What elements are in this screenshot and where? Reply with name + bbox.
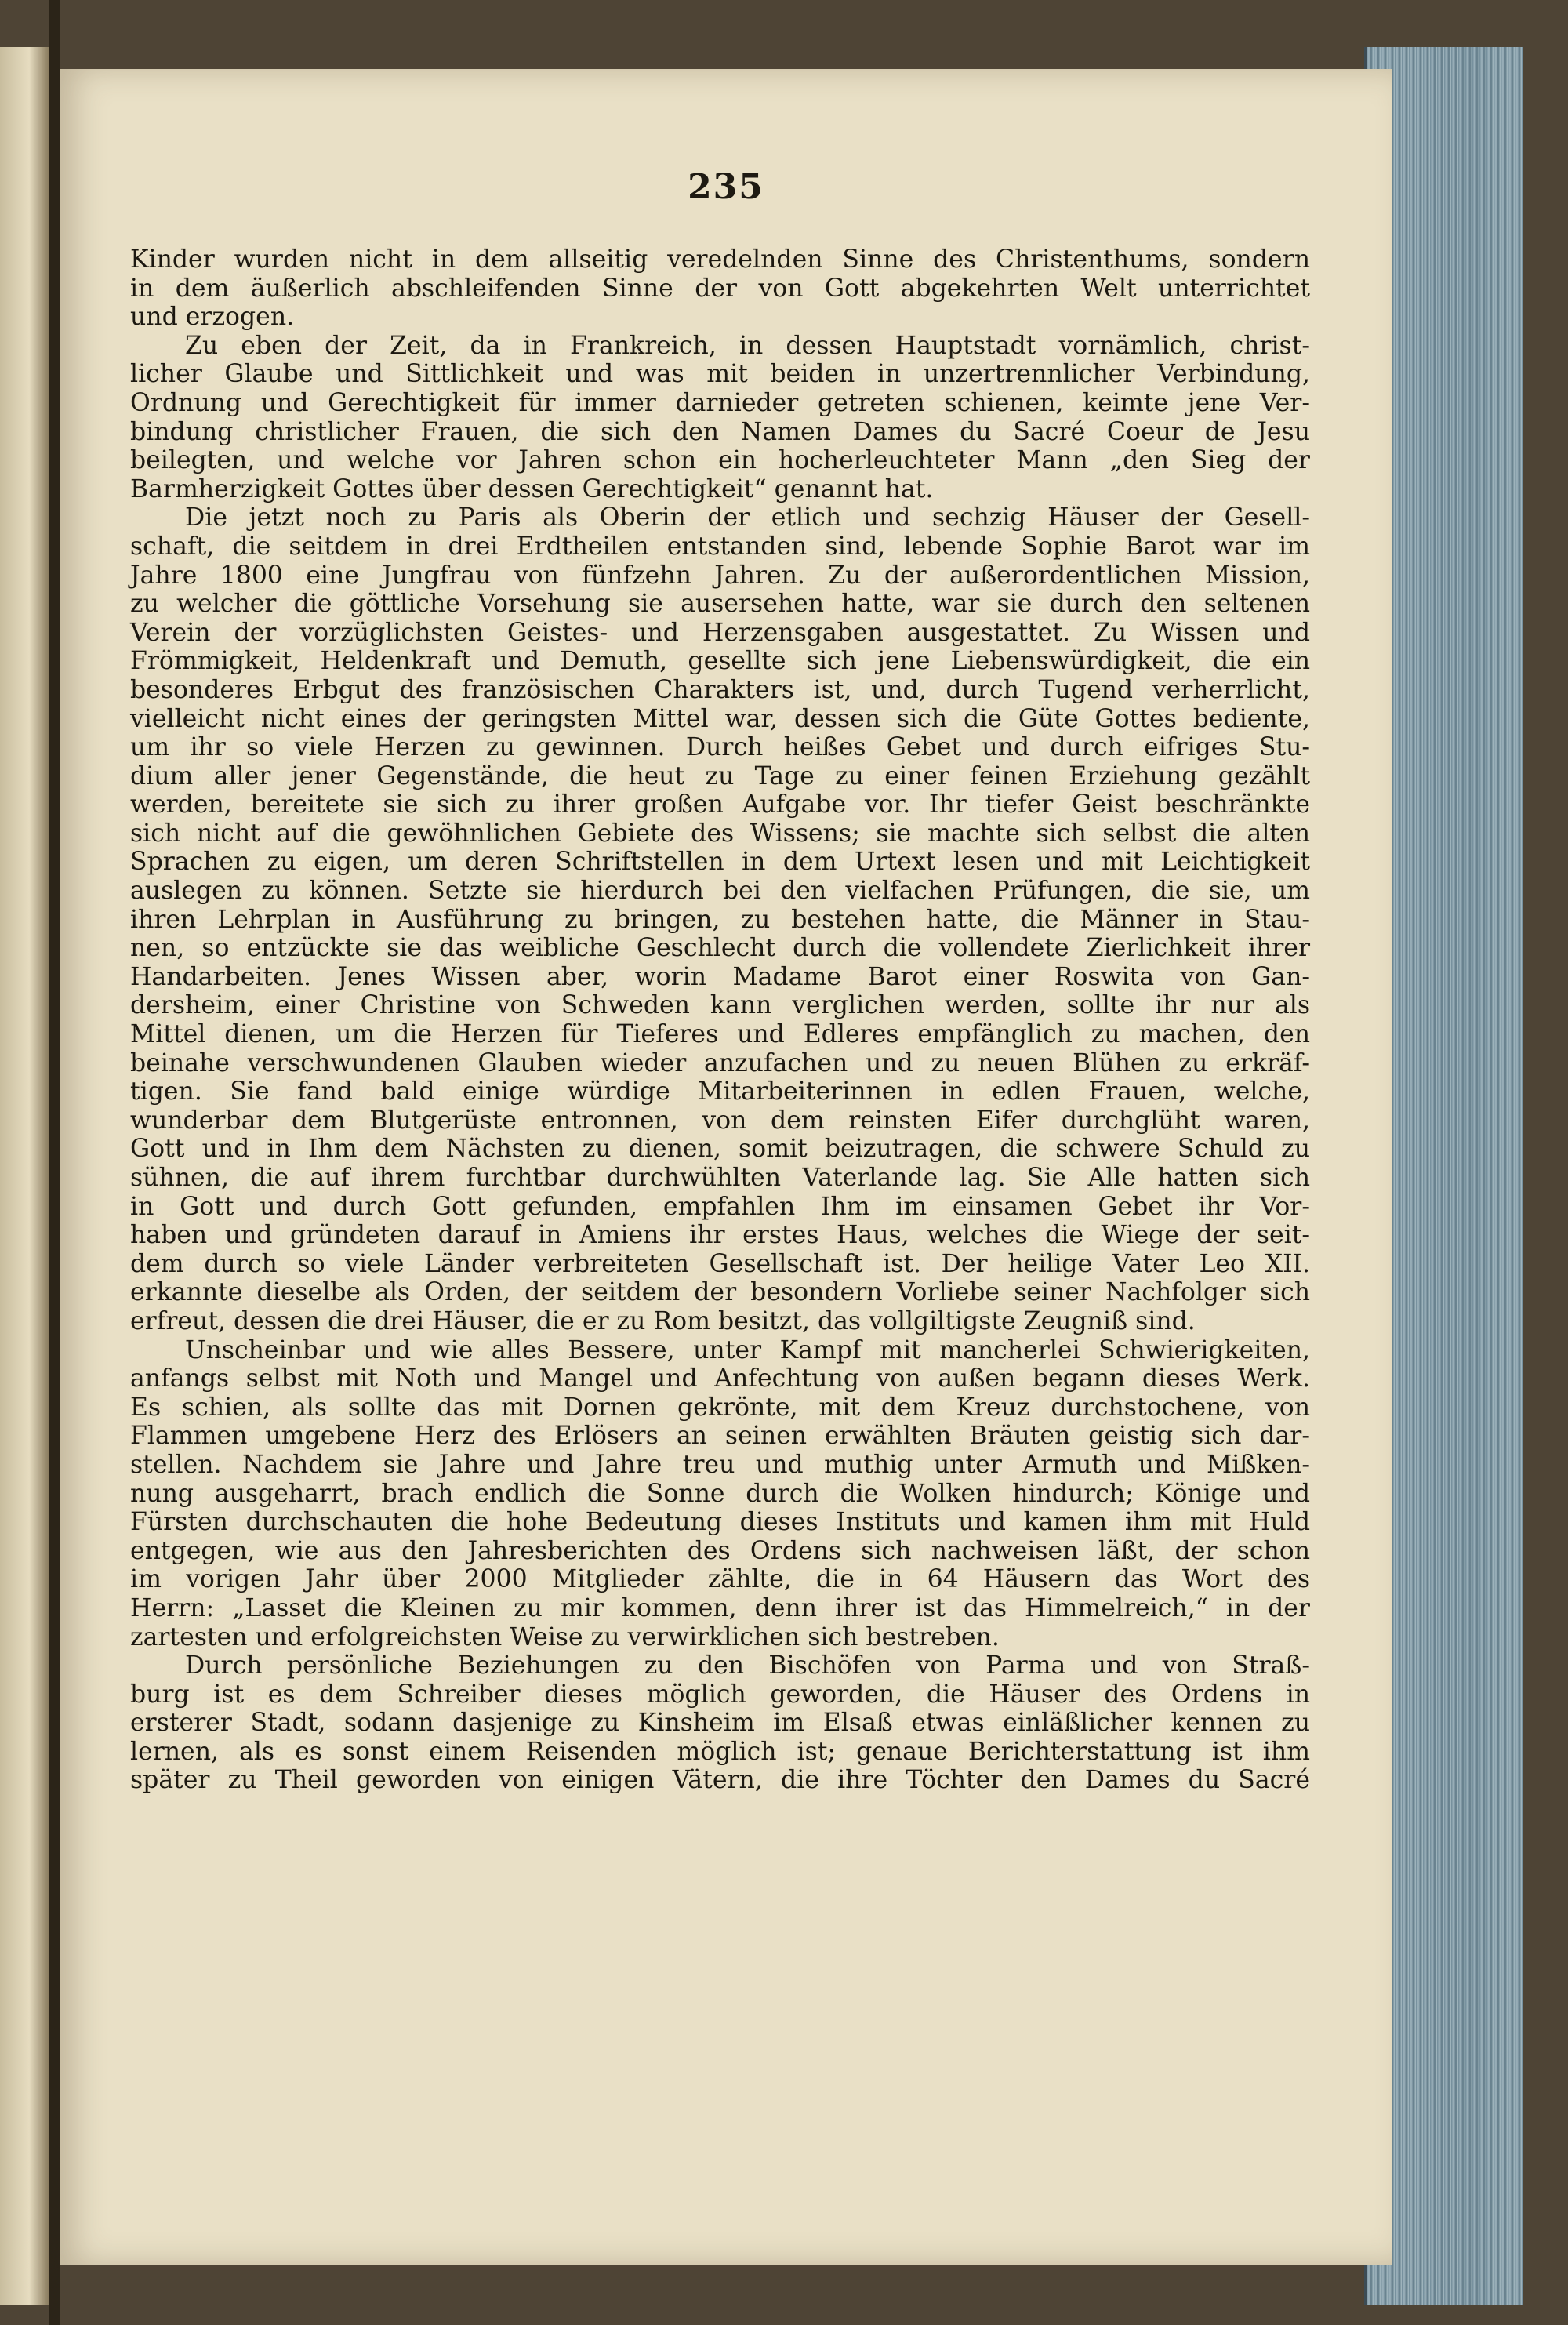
text-line: Frömmigkeit, Heldenkraft und Demuth, gesellte sich jene Liebenswürdigkeit, die ein	[130, 647, 1310, 676]
text-line: Ordnung und Gerechtigkeit für immer darnieder getreten schienen, keimte jene Ver-	[130, 388, 1310, 417]
text-line: und erzogen.	[130, 303, 295, 332]
text-line: Flammen umgebene Herz des Erlösers an seinen erwählten Bräuten geistig sich dar-	[130, 1422, 1310, 1451]
text-line: erfreut, dessen die drei Häuser, die er zu Rom besitzt, das vollgiltigste Zeugniß sind.	[130, 1306, 1196, 1335]
text-line: Sprachen zu eigen, um deren Schriftstellen in dem Urtext lesen und mit Leichtigkeit	[130, 848, 1310, 877]
text-line: zu welcher die göttliche Vorsehung sie ausersehen hatte, war sie durch den seltenen	[130, 590, 1310, 619]
text-line: entgegen, wie aus den Jahresberichten des Ordens sich nachweisen läßt, der schon	[130, 1536, 1310, 1565]
text-line: auslegen zu können. Setzte sie hierdurch bei den vielfachen Prüfungen, die sie, um	[130, 877, 1310, 906]
text-line: tigen. Sie fand bald einige würdige Mitarbeiterinnen in edlen Frauen, welche,	[130, 1077, 1310, 1106]
book-page	[60, 69, 1392, 2265]
text-line: sühnen, die auf ihrem furchtbar durchwühlten Vaterlande lag. Sie Alle hatten sich	[130, 1164, 1310, 1192]
text-line: vielleicht nicht eines der geringsten Mittel war, dessen sich die Güte Gottes bediente,	[130, 704, 1310, 733]
book-gutter	[49, 0, 60, 2325]
text-line: werden, bereitete sie sich zu ihrer großen Aufgabe vor. Ihr tiefer Geist beschränkte	[130, 790, 1310, 819]
page-text	[130, 245, 1310, 1795]
text-line: stellen. Nachdem sie Jahre und Jahre treu und muthig unter Armuth und Mißken-	[130, 1450, 1310, 1479]
text-line: in Gott und durch Gott gefunden, empfahlen Ihm im einsamen Gebet ihr Vor-	[130, 1192, 1310, 1221]
text-line: dersheim, einer Christine von Schweden kann verglichen werden, sollte ihr nur als	[130, 991, 1310, 1020]
text-line: Durch persönliche Beziehungen zu den Bischöfen von Parma und von Straß-	[185, 1651, 1310, 1680]
text-line: nung ausgeharrt, brach endlich die Sonne durch die Wolken hindurch; Könige und	[130, 1479, 1310, 1508]
page-number: 235	[688, 167, 764, 207]
text-line: Fürsten durchschauten die hohe Bedeutung dieses Instituts und kamen ihm mit Huld	[130, 1508, 1310, 1537]
text-line: Es schien, als sollte das mit Dornen gekrönte, mit dem Kreuz durchstochene, von	[130, 1393, 1310, 1422]
text-line: Handarbeiten. Jenes Wissen aber, worin Madame Barot einer Roswita von Gan-	[130, 962, 1310, 991]
text-line: Barmherzigkeit Gottes über dessen Gerechtigkeit“ genannt hat.	[130, 474, 934, 503]
text-line: nen, so entzückte sie das weibliche Geschlecht durch die vollendete Zierlichkeit ihrer	[130, 934, 1310, 963]
left-page-edge	[0, 47, 49, 2305]
text-line: Mittel dienen, um die Herzen für Tieferes und Edleres empfänglich zu machen, den	[130, 1020, 1310, 1049]
text-line: dem durch so viele Länder verbreiteten Gesellschaft ist. Der heilige Vater Leo XII.	[130, 1249, 1310, 1278]
text-line: erkannte dieselbe als Orden, der seitdem der besondern Vorliebe seiner Nachfolger sich	[130, 1278, 1310, 1307]
text-line: Gott und in Ihm dem Nächsten zu dienen, somit beizutragen, die schwere Schuld zu	[130, 1135, 1310, 1164]
text-line: Zu eben der Zeit, da in Frankreich, in dessen Hauptstadt vornämlich, christ-	[185, 331, 1310, 360]
text-line: bindung christlicher Frauen, die sich den Namen Dames du Sacré Coeur de Jesu	[130, 417, 1310, 446]
text-line: ihren Lehrplan in Ausführung zu bringen, zu bestehen hatte, die Männer in Stau-	[130, 905, 1310, 934]
text-line: Jahre 1800 eine Jungfrau von fünfzehn Jahren. Zu der außerordentlichen Mission,	[130, 561, 1310, 590]
text-line: Verein der vorzüglichsten Geistes- und Herzensgaben ausgestattet. Zu Wissen und	[130, 618, 1310, 647]
text-line: schaft, die seitdem in drei Erdtheilen entstanden sind, lebende Sophie Barot war im	[130, 532, 1310, 561]
text-line: burg ist es dem Schreiber dieses möglich geworden, die Häuser des Ordens in	[130, 1680, 1310, 1709]
text-line: licher Glaube und Sittlichkeit und was mit beiden in unzertrennlicher Verbindung,	[130, 360, 1310, 389]
text-line: zartesten und erfolgreichsten Weise zu verwirklichen sich bestreben.	[130, 1622, 1000, 1651]
text-line: Herrn: „Lasset die Kleinen zu mir kommen, denn ihrer ist das Himmelreich,“ in der	[130, 1593, 1310, 1622]
text-line: im vorigen Jahr über 2000 Mitglieder zählte, die in 64 Häusern das Wort des	[130, 1565, 1310, 1594]
text-line: beilegten, und welche vor Jahren schon ein hocherleuchteter Mann „den Sieg der	[130, 446, 1310, 475]
text-line: ersterer Stadt, sodann dasjenige zu Kinsheim im Elsaß etwas einläßlicher kennen zu	[130, 1709, 1310, 1738]
text-line: um ihr so viele Herzen zu gewinnen. Durch heißes Gebet und durch eifriges Stu-	[130, 733, 1310, 762]
text-line: beinahe verschwundenen Glauben wieder anzufachen und zu neuen Blühen zu erkräf-	[130, 1048, 1310, 1077]
text-line: sich nicht auf die gewöhnlichen Gebiete des Wissens; sie machte sich selbst die alten	[130, 819, 1310, 848]
text-line: lernen, als es sonst einem Reisenden möglich ist; genaue Berichterstattung ist ihm	[130, 1737, 1310, 1766]
text-line: in dem äußerlich abschleifenden Sinne der von Gott abgekehrten Welt unterrichtet	[130, 274, 1310, 303]
text-line: später zu Theil geworden von einigen Vätern, die ihre Töchter den Dames du Sacré	[130, 1766, 1310, 1795]
text-line: Unscheinbar und wie alles Bessere, unter Kampf mit mancherlei Schwierigkeiten,	[185, 1335, 1310, 1364]
text-line: Kinder wurden nicht in dem allseitig veredelnden Sinne des Christenthums, sondern	[130, 245, 1310, 274]
text-line: anfangs selbst mit Noth und Mangel und Anfechtung von außen begann dieses Werk.	[130, 1364, 1310, 1393]
text-line: dium aller jener Gegenstände, die heut zu Tage zu einer feinen Erziehung gezählt	[130, 761, 1310, 790]
text-line: haben und gründeten darauf in Amiens ihr erstes Haus, welches die Wiege der seit-	[130, 1221, 1310, 1250]
text-line: Die jetzt noch zu Paris als Oberin der etlich und sechzig Häuser der Gesell-	[185, 503, 1310, 532]
text-line: wunderbar dem Blutgerüste entronnen, von dem reinsten Eifer durchglüht waren,	[130, 1106, 1310, 1135]
text-line: besonderes Erbgut des französischen Charakters ist, und, durch Tugend verherrlicht,	[130, 675, 1310, 704]
